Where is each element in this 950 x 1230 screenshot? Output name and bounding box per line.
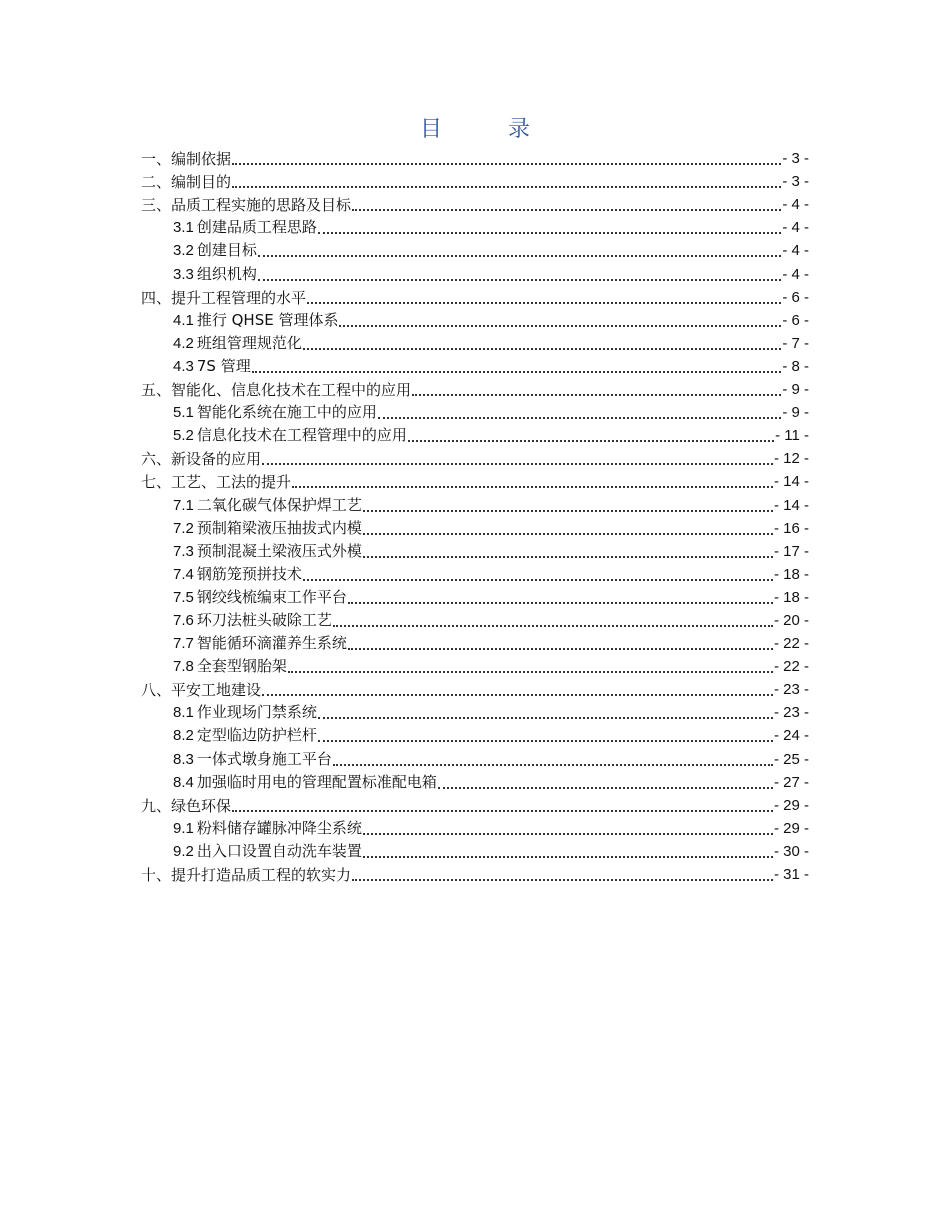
toc-leader-dots [288,671,773,673]
toc-leader-dots [318,232,781,234]
toc-entry-label [173,402,377,423]
toc-entry-page: - 6 - [782,311,809,329]
toc-entry-page: - 6 - [782,288,809,306]
toc-entry-number: 7.6 [173,611,194,629]
toc-leader-dots [363,533,773,535]
toc-entry-label [173,356,251,377]
toc-entry-text: 八、平安工地建设 [141,681,262,700]
toc-leader-dots [252,371,782,373]
toc-leader-dots [348,648,773,650]
toc-entry-number: 4.2 [173,334,194,352]
toc-entry-label [141,149,231,169]
toc-entry-page: - 29 - [773,796,809,814]
toc-entry-label [173,772,437,793]
toc-title [0,112,950,143]
toc-entry-number: 8.3 [173,750,194,768]
toc-entry-page: - 8 - [782,357,809,375]
toc-entry-page: - 18 - [773,565,809,583]
toc-entry-text: 信息化技术在工程管理中的应用 [196,426,407,445]
toc-leader-dots [318,740,773,742]
toc-entry-label [173,564,302,585]
toc-entry-page: - 4 - [782,219,809,237]
toc-entry-page: - 7 - [782,334,809,352]
toc-entry-label [173,702,317,723]
toc-entry-page: - 22 - [773,658,809,676]
toc-entry-number: 7.3 [173,542,194,560]
toc-entry-page: - 4 - [782,265,809,283]
toc-entry-text: 一、编制依据 [141,150,232,169]
toc-entry[interactable] [141,839,809,862]
toc-leader-dots [412,394,781,396]
toc-entry[interactable] [141,446,809,469]
toc-entry-page: - 30 - [773,842,809,860]
toc-entry-label [173,310,338,331]
toc-leader-dots [307,302,781,304]
toc-entry-label [173,841,362,862]
toc-entry[interactable] [141,400,809,423]
toc-leader-dots [318,717,773,719]
toc-entry[interactable] [141,285,809,308]
toc-entry-page: - 4 - [782,242,809,260]
toc-entry-number: 7.4 [173,565,194,583]
toc-leader-dots [408,440,774,442]
toc-entry-page: - 9 - [782,381,809,399]
toc-entry-number: 3.2 [173,242,194,260]
toc-entry-text: 七、工艺、工法的提升 [141,473,292,492]
toc-entry-number: 7.8 [173,658,194,676]
toc-leader-dots [303,348,781,350]
toc-entry[interactable] [141,308,809,331]
toc-entry[interactable] [141,816,809,839]
toc-entry[interactable] [141,723,809,746]
toc-entry-text: 粉料储存罐脉冲降尘系统 [196,818,362,837]
toc-entry-label [141,288,306,308]
toc-entry[interactable] [141,585,809,608]
toc-leader-dots [348,602,773,604]
toc-title-char-1: 目 [419,117,442,142]
toc-entry-label [173,495,362,516]
toc-entry[interactable] [141,562,809,585]
toc-entry-text: 三、品质工程实施的思路及目标 [141,196,352,215]
toc-leader-dots [363,856,773,858]
toc-entry-page: - 25 - [773,750,809,768]
toc-entry-text: 智能化系统在施工中的应用 [196,403,377,422]
toc-entry-page: - 24 - [773,727,809,745]
toc-entry-page: - 3 - [782,173,809,191]
toc-leader-dots [378,417,781,419]
toc-entry-number: 7.1 [173,496,194,514]
toc-entry-number: 7.7 [173,635,194,653]
toc-entry[interactable] [141,238,809,261]
toc-leader-dots [438,787,773,789]
toc-entry-number: 8.1 [173,704,194,722]
toc-entry-text: 全套型钢胎架 [196,657,287,676]
toc-leader-dots [352,879,773,881]
toc-entry-text: 十、提升打造品质工程的软实力 [141,866,352,884]
toc-entry-number: 3.1 [173,219,194,237]
toc-entry-page: - 18 - [773,588,809,606]
toc-leader-dots [352,209,781,211]
toc-entry-number: 4.1 [173,311,194,329]
toc-entry[interactable] [141,169,809,192]
toc-entry[interactable] [141,677,809,700]
toc-entry-page: - 20 - [773,611,809,629]
toc-entry-page: - 12 - [773,450,809,468]
toc-entry-label [173,725,317,746]
toc-entry[interactable] [141,516,809,539]
toc-entry-label [141,680,261,700]
toc-entry-text: 创建品质工程思路 [196,218,317,237]
table-of-contents [141,146,809,885]
toc-entry-label [173,240,257,261]
toc-leader-dots [232,810,773,812]
toc-leader-dots [262,694,773,696]
toc-entry[interactable] [141,862,809,885]
toc-entry-text: 预制箱梁液压抽拔式内模 [196,518,362,537]
toc-entry-label [173,518,362,539]
toc-entry-text: 二氧化碳气体保护焊工艺 [196,495,362,514]
toc-entry-text: 加强临时用电的管理配置标准配电箱 [196,772,437,791]
toc-entry-label [141,449,261,469]
toc-entry-text: 创建目标 [196,241,257,260]
toc-leader-dots [232,186,781,188]
toc-entry-label [173,541,362,562]
toc-entry[interactable] [141,770,809,793]
toc-entry-text: 五、智能化、信息化技术在工程中的应用 [141,381,412,400]
toc-entry-text: 二、编制目的 [141,173,232,192]
toc-entry-text: 钢绞线梳编束工作平台 [196,587,347,606]
toc-entry-label [173,217,317,238]
toc-entry-text: 九、绿色环保 [141,796,232,815]
toc-entry-text: 7S 管理 [196,356,251,375]
toc-entry-text: 预制混凝土梁液压式外模 [196,541,362,560]
toc-entry-text: 班组管理规范化 [196,333,302,352]
toc-entry-page: - 31 - [773,866,809,883]
toc-entry-page: - 22 - [773,635,809,653]
toc-entry-text: 钢筋笼预拼技术 [196,564,302,583]
toc-entry[interactable] [141,746,809,769]
toc-entry[interactable] [141,423,809,446]
toc-entry-page: - 27 - [773,773,809,791]
toc-entry-label [141,380,411,400]
toc-entry-page: - 16 - [773,519,809,537]
toc-entry-page: - 17 - [773,542,809,560]
toc-entry-text: 四、提升工程管理的水平 [141,288,307,307]
toc-entry[interactable] [141,700,809,723]
toc-entry-label [141,172,231,192]
toc-entry-text: 智能循环滴灌养生系统 [196,634,347,653]
toc-entry-page: - 9 - [782,404,809,422]
toc-entry-label [173,749,332,770]
toc-entry-label [173,656,287,677]
toc-entry-label [141,472,291,492]
toc-entry[interactable] [141,377,809,400]
toc-entry-page: - 23 - [773,704,809,722]
toc-entry-number: 8.2 [173,727,194,745]
toc-entry-number: 9.1 [173,819,194,837]
toc-entry-label [173,264,257,285]
toc-entry-label [173,333,302,354]
toc-entry-number: 5.1 [173,404,194,422]
toc-entry[interactable] [141,261,809,284]
toc-entry-label [141,796,231,816]
toc-leader-dots [363,556,773,558]
toc-entry-label [173,587,347,608]
toc-leader-dots [333,764,773,766]
toc-entry-page: - 29 - [773,819,809,837]
toc-entry-label [141,865,351,885]
toc-entry-text: 定型临边防护栏杆 [196,726,317,745]
toc-entry[interactable] [141,631,809,654]
toc-leader-dots [262,463,773,465]
toc-entry[interactable] [141,492,809,515]
toc-entry-text: 作业现场门禁系统 [196,703,317,722]
toc-entry-page: - 14 - [773,473,809,491]
toc-entry-page: - 23 - [773,681,809,699]
toc-entry[interactable] [141,539,809,562]
toc-entry-text: 推行 QHSE 管理体系 [196,310,339,329]
toc-entry[interactable] [141,608,809,631]
toc-entry-number: 3.3 [173,265,194,283]
toc-entry-text: 六、新设备的应用 [141,450,262,469]
toc-leader-dots [258,255,781,257]
toc-entry-page: - 14 - [773,496,809,514]
toc-leader-dots [363,510,773,512]
toc-entry[interactable] [141,354,809,377]
toc-entry-number: 4.3 [173,357,194,375]
toc-leader-dots [258,279,781,281]
toc-leader-dots [333,625,773,627]
toc-entry-page: - 11 - [775,427,809,445]
toc-entry-label [173,610,332,631]
toc-entry[interactable] [141,215,809,238]
toc-entry[interactable] [141,192,809,215]
toc-entry-page: - 3 - [782,150,809,168]
toc-entry-text: 组织机构 [196,264,257,283]
toc-entry-text: 环刀法桩头破除工艺 [196,610,332,629]
toc-leader-dots [303,579,773,581]
toc-entry-page: - 4 - [782,196,809,214]
toc-entry-label [141,195,351,215]
toc-entry[interactable] [141,146,809,169]
toc-entry-number: 7.2 [173,519,194,537]
toc-entry-number: 7.5 [173,588,194,606]
toc-leader-dots [292,486,773,488]
toc-leader-dots [339,325,781,327]
toc-entry[interactable] [141,469,809,492]
toc-entry-label [173,818,362,839]
toc-entry-number: 9.2 [173,842,194,860]
toc-entry-number: 5.2 [173,427,194,445]
toc-entry[interactable] [141,793,809,816]
toc-entry-label [173,425,407,446]
toc-leader-dots [232,163,781,165]
toc-title-char-2: 录 [508,117,531,142]
toc-entry-number: 8.4 [173,773,194,791]
toc-entry-label [173,633,347,654]
toc-entry-text: 出入口设置自动洗车装置 [196,841,362,860]
toc-leader-dots [363,833,773,835]
toc-entry[interactable] [141,331,809,354]
toc-entry-text: 一体式墩身施工平台 [196,749,332,768]
toc-entry[interactable] [141,654,809,677]
